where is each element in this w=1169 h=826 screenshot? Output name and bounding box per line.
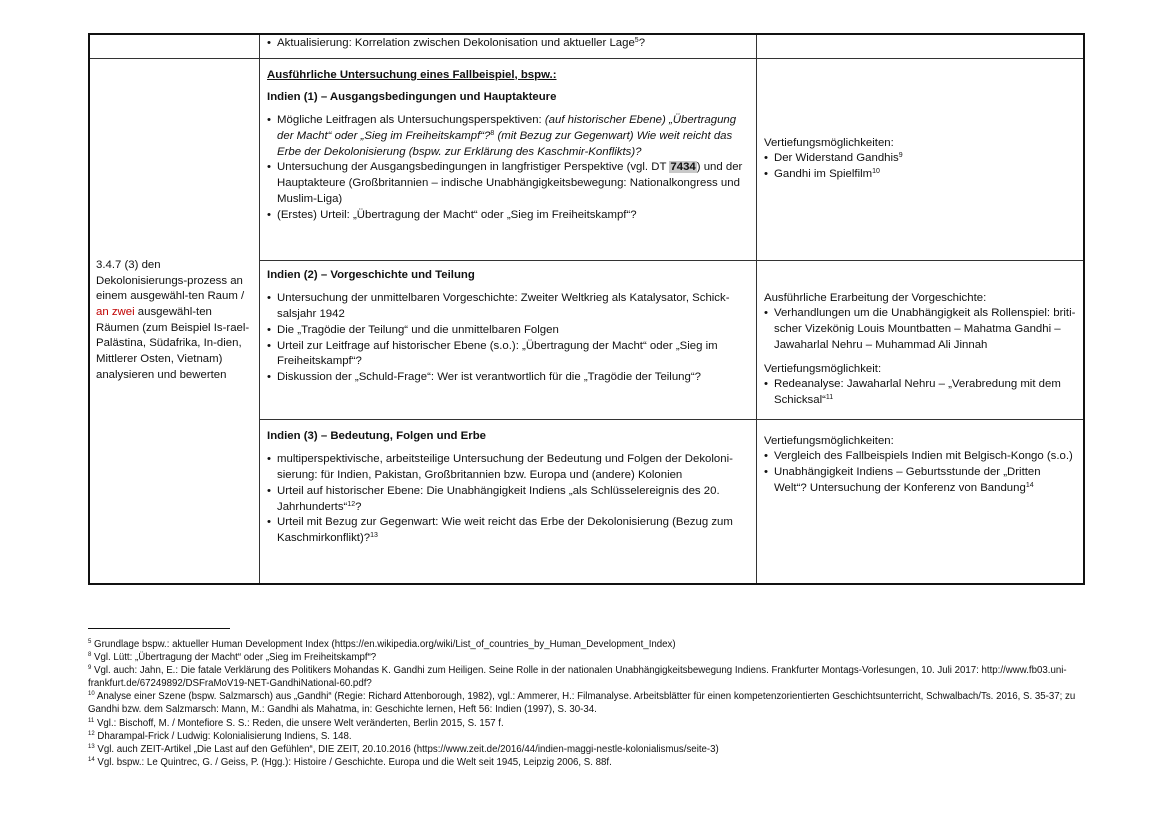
footnote-ref: 10 [872, 168, 880, 176]
list-item: • Aktualisierung: Korrelation zwischen Dekolonisation und aktueller Lage$^5$? [267, 36, 749, 52]
extension-title: Ausführliche Erarbeitung der Vorgeschichte: [764, 291, 987, 304]
india-1-extension-cell [757, 58, 1085, 260]
list-item: • Mögliche Leitfragen als Untersuchungsperspektiven: (auf historischer Ebene) „Übertragung der Macht“ oder „Sieg im Freiheitskampf“?$^8$ (mit Bezug zur Gegenwart) Wie weit reicht das Erbe der Dekolonisierung (bspw. zur Erklärung des Kaschmir-Konflikts)? [267, 113, 749, 160]
left-cell-empty [89, 34, 260, 58]
list-item: • Urteil auf historischer Ebene: Die Unabhängigkeit Indiens „als Schlüsselereignis des 20. Jahrhunderts“$^{12}$? [267, 484, 749, 515]
footnote-ref: 5 [634, 37, 639, 44]
footnote-ref: 14 [1025, 481, 1034, 489]
table-row [89, 58, 1084, 260]
footnote-ref: 8 [490, 129, 495, 137]
footnote-ref: 12 [347, 500, 356, 508]
list-item: • Die „Tragödie der Teilung“ und die unmittelbaren Folgen [267, 323, 749, 339]
india-2-heading: Indien (2) – Vorgeschichte und Teilung [267, 268, 475, 281]
right-cell-empty [757, 34, 1085, 58]
bullet-list [267, 452, 749, 546]
content-cell [260, 34, 757, 58]
highlighted-reference: 7434 [670, 161, 696, 174]
extension-title: Vertiefungsmöglichkeiten: [764, 434, 894, 447]
bullet-list [267, 291, 749, 385]
bullet-list [267, 113, 749, 223]
list-item: • Urteil mit Bezug zur Gegenwart: Wie weit reicht das Erbe der Dekolonisierung (Bezug zum Kaschmirkonflikt)?$^{13}$ [267, 515, 749, 546]
footnote: $^9$ Vgl. auch: Jahn, E.: Die fatale Verklärung des Politikers Mohandas K. Gandhi zum Heiligen. Seine Rolle in der nationalen Unabhängigkeitsbewegung Indiens. Frankfurter Montags-Vorlesungen, 10. Juli 2017: http://www.fb03.uni-frankfurt.de/67249892/DSFraMoV19-NET-GandhiNational-60.pdf? [88, 665, 1067, 690]
footnote: $^{14}$ Vgl. bspw.: Le Quintrec, G. / Geiss, P. (Hgg.): Histoire / Geschichte. Europa und die Welt seit 1945, Leipzig 2006, S. 88f. [88, 756, 612, 768]
list-item: • Diskussion der „Schuld-Frage“: Wer ist verantwortlich für die „Tragödie der Teilung“? [267, 370, 749, 386]
section-heading-underlined: Ausführliche Untersuchung eines Fallbeispiel, bspw.: [267, 68, 557, 81]
extension-title: Vertiefungsmöglichkeit: [764, 362, 882, 375]
competence-cell [89, 58, 260, 584]
list-item: • Gandhi im Spielfilm$^{10}$ [764, 167, 1076, 183]
list-item: • Untersuchung der unmittelbaren Vorgeschichte: Zweiter Weltkrieg als Katalysator, Schick-salsjahr 1942 [267, 291, 749, 322]
list-item: • Der Widerstand Gandhis$^9$ [764, 151, 1076, 167]
list-item: • Vergleich des Fallbeispiels Indien mit Belgisch-Kongo (s.o.) [764, 449, 1076, 465]
competence-highlight: an zwei [96, 306, 135, 318]
footnote: $^{10}$ Analyse einer Szene (bspw. Salzmarsch) aus „Gandhi“ (Regie: Richard Attenborough, 1982), vgl.: Ammerer, H.: Filmanalyse. Arbeitsblätter für einen kompetenzorientierten Geschichtsunterricht, Schwalbach/Ts. 2016, S. 35-37; zu Gandhi bzw. dem Salzmarsch: Mann, M.: Gandhi als Mahatma, in: Geschichte lernen, Heft 56: Indien (1997), S. 30-34. [88, 691, 1076, 716]
india-2-cell [260, 260, 757, 419]
india-2-extension-cell [757, 260, 1085, 419]
india-3-extension-cell [757, 419, 1085, 584]
list-item: • (Erstes) Urteil: „Übertragung der Macht“ oder „Sieg im Freiheitskampf“? [267, 208, 749, 224]
india-3-cell [260, 419, 757, 584]
bullet-list [764, 151, 1076, 182]
table-row [89, 34, 1084, 58]
footnote: $^{11}$ Vgl.: Bischoff, M. / Montefiore S. S.: Reden, die unsere Welt veränderten, Berlin 2015, S. 157 f. [88, 717, 504, 729]
bullet-list [764, 449, 1076, 496]
footnote: $^5$ Grundlage bspw.: aktueller Human Development Index (https://en.wikipedia.org/wiki/List_of_countries_by_Human_Development_Index) [88, 639, 676, 650]
india-1-heading: Indien (1) – Ausgangsbedingungen und Hauptakteure [267, 91, 557, 104]
footnote: $^8$ Vgl. Lütt: „Übertragung der Macht“ oder „Sieg im Freiheitskampf“? [88, 652, 377, 664]
list-item: • multiperspektivische, arbeitsteilige Untersuchung der Bedeutung und Folgen der Dekoloni-sierung: für Indien, Pakistan, Großbritannien bzw. Europa und (andere) Kolonien [267, 452, 749, 483]
footnote-ref: 13 [370, 532, 378, 540]
list-item: • Redeanalyse: Jawaharlal Nehru – „Verabredung mit dem Schicksal“$^{11}$ [764, 377, 1076, 408]
list-item: • Urteil zur Leitfrage auf historischer Ebene (s.o.): „Übertragung der Macht“ oder „Sieg im Freiheitskampf“? [267, 339, 749, 370]
footnote-ref: 11 [825, 394, 834, 402]
india-1-cell [260, 58, 757, 260]
india-3-heading: Indien (3) – Bedeutung, Folgen und Erbe [267, 429, 486, 442]
curriculum-table [88, 33, 1085, 585]
bullet-list [764, 377, 1076, 408]
footnotes [88, 638, 1088, 769]
list-item: • Untersuchung der Ausgangsbedingungen in langfristiger Perspektive (vgl. DT 7434) und der Hauptakteure (Großbritannien – indische Unabhängigkeitsbewegung: Nationalkongress und Muslim-Liga) [267, 160, 749, 207]
bullet-list [764, 306, 1076, 353]
list-item: • Verhandlungen um die Unabhängigkeit als Rollenspiel: briti-scher Vizekönig Louis Mountbatten – Mahatma Gandhi – Jawaharlal Nehru – Muhammad Ali Jinnah [764, 306, 1076, 353]
footnote-ref: 9 [898, 152, 903, 160]
footnote-separator [88, 628, 230, 629]
footnote: $^{12}$ Dharampal-Frick / Ludwig: Kolonialisierung Indiens, S. 148. [88, 730, 352, 742]
bullet-list [267, 36, 749, 52]
competence-text: 3.4.7 (3) den Dekolonisierungs-prozess an einem ausgewähl-ten Raum / an zwei ausgewähl-ten Räumen (zum Beispiel Is-rael-Palästina, Südafrika, In-dien, Mittlerer Osten, Vietnam) analysieren und bewerten [96, 258, 250, 381]
footnote: $^{13}$ Vgl. auch ZEIT-Artikel „Die Last auf den Gefühlen“, DIE ZEIT, 20.10.2016 (https://www.zeit.de/2016/44/indien-maggi-nestle-kolonialismus/seite-3) [88, 743, 719, 755]
extension-title: Vertiefungsmöglichkeiten: [764, 136, 894, 149]
list-item: • Unabhängigkeit Indiens – Geburtsstunde der „Dritten Welt“? Untersuchung der Konferenz von Bandung$^{14}$ [764, 465, 1076, 496]
